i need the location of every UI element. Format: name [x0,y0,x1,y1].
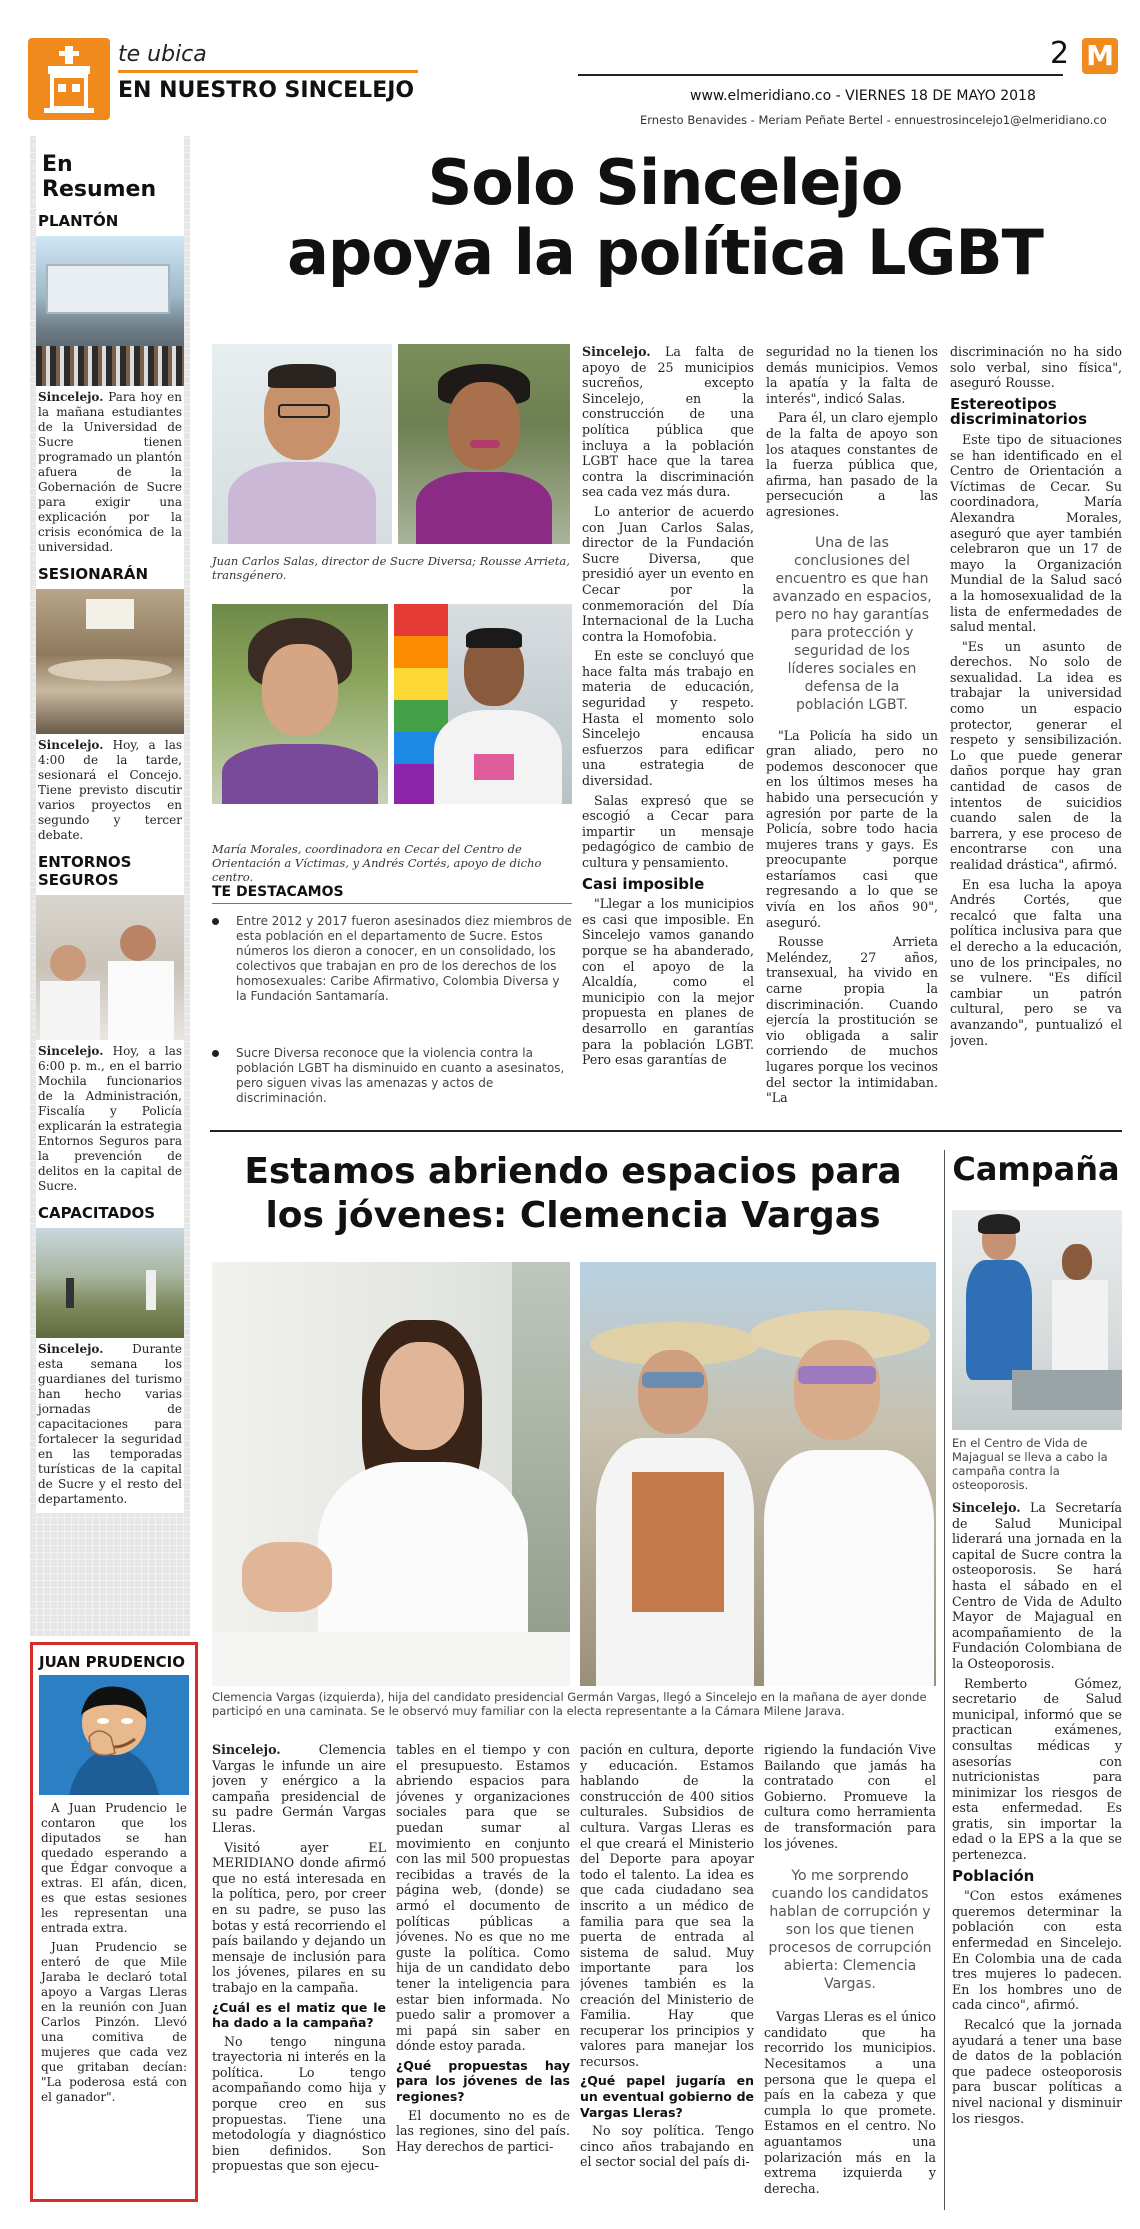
dateline: Sincelejo. [212,1742,281,1757]
paragraph: No tengo ninguna trayectoria ni interés en la política. Lo tengo acompañando como hija y porque creo en sus propuestas. Tiene una metodología y diagnóstico bien definidos. Son propuestas que son ejecu- [212,2033,386,2174]
story2-column-3 [580,1742,754,2212]
paragraph: pación en cultura, deporte y educación. Estamos hablando de la construcción de 400 sitios culturales. Subsidios de cultura. Vargas Lleras es el que creará el Ministerio del Deporte para apoyar todo el talento. La idea es que cada ciudadano sea inscrito a un médico de familia para que sea la puerta de entrada al sistema de salud. Muy importante para los jóvenes también es la creación del Ministerio de Familia. Hay que recuperar los principios y valores para manejar los recursos. [580,1742,754,2069]
photo-maria-morales [212,604,388,804]
dateline: Sincelejo. [952,1500,1021,1515]
bullet-text: Entre 2012 y 2017 fueron asesinados diez miembros de esta población en el departamento de Sucre. Estos números los dieron a conocer, en un consolidado, los colectivos que trabajan en pro de los derechos de los homosexuales: Caribe Afirmativo, Colombia Diversa y la Fundación Santamaría. [236,914,572,1003]
bullet-text: Sucre Diversa reconoce que la violencia contra la población LGBT ha disminuido en cuanto a asesinatos, pero siguen vivas las amenazas y actos de discriminación. [236,1046,565,1105]
story1-headline-line1: Solo Sincelejo [427,146,903,219]
brief-text [38,738,182,843]
story2-headline [210,1150,936,1238]
dateline: Sincelejo. [582,344,651,359]
caption-2: María Morales, coordinadora en Cecar del Centro de Orientación a Víctimas, y Andrés Cortés, apoyo de dicho centro. [212,842,542,884]
story1-headline [210,148,1120,288]
paragraph: "Con estos exámenes queremos determinar la población con esta enfermedad en Sincelejo. En Colombia una de cada tres mujeres lo padecen. En los hombres uno de cada cinco", afirmó. [952,1888,1122,2013]
story2-caption: Clemencia Vargas (izquierda), hija del candidato presidencial Germán Vargas, llegó a Sincelejo en la mañana de ayer donde participó en una caminata. Se le observó muy familiar con la electa representante a la Cámara Milene Jarava. [212,1690,927,1718]
brief-body: Hoy, a las 4:00 de la tarde, sesionará el Concejo. Tiene previsto discutir varios proyectos en segundo y tercer debate. [38,738,182,842]
summary-title: En Resumen [42,152,157,202]
paragraph: Clemencia Vargas le infunde un aire joven y enérgico a la campaña presidencial de su padre Germán Vargas Lleras. [212,1742,386,1835]
brief-text [38,390,182,555]
interview-question: ¿Cuál es el matiz que le ha dado a la campaña? [212,1999,386,2031]
photo-clemencia-and-milene [580,1262,936,1686]
brief-photo-guardians [36,1228,184,1338]
brief-head: PLANTÓN [38,212,119,230]
page-number: 2 [1050,36,1070,71]
juan-head: JUAN PRUDENCIO [39,1653,186,1671]
story-divider [210,1130,1122,1132]
paragraph: En esa lucha la apoya Andrés Cortés, que recalcó que falta una política inclusiva para que el derecho a la educación, uno de los principales, no se vulnere. "Es difícil cambiar un patrón cultural, pero se va avanzando", puntualizó el joven. [950,876,1122,1048]
brief-lead: Sincelejo. [38,1342,104,1356]
story1-headline-line2: apoya la política LGBT [287,216,1043,289]
paragraph: Rousse Arrieta Meléndez, 27 años, transexual, ha vivido en carne propia la discriminación. Cuando ejercía la prostitución se vio obligada a salir corriendo de muchos lugares porque los vecinos del sector la intimidaban. "La [766,934,938,1106]
paragraph: Visitó ayer EL MERIDIANO donde afirmó que no está interesada en la política, pero, por creer en su padre, se puso las botas y está recorriendo el país bailando y dejando un mensaje de inclusión para los jóvenes, pilares en su trabajo en la campaña. [212,1839,386,1995]
highlights-head: TE DESTACAMOS [212,884,344,900]
juan-prudencio-cartoon [39,1675,189,1795]
logo-letter: M [1086,39,1114,72]
church-icon [28,38,110,120]
brief-photo-officials [36,895,184,1040]
photo-andres-cortes [394,604,572,804]
paragraph: En este se concluyó que hace falta más trabajo en materia de educación, seguridad y respeto. Hasta el momento solo Sincelejo encausa esfuerzos para edificar una estrategia de diversidad. [582,648,754,789]
paragraph: discriminación no ha sido solo verbal, sino física", aseguró Rousse. [950,344,1122,391]
bullet-dot [212,1050,219,1057]
story2-column-4 [764,1742,936,2212]
photo-osteoporosis-campaign [952,1210,1122,1430]
paragraph: El documento no es de las regiones, sino del país. Hay derechos de partici- [396,2107,570,2154]
brief-text [38,1044,182,1194]
brief-photo-council [36,589,184,734]
pull-quote: Yo me sorprendo cuando los candidatos hablan de corrupción y son los que tienen procesos de corrupción abierta: Clemencia Vargas. [768,1868,932,1993]
paragraph: Recalcó que la jornada ayudará a tener una base de datos de la población que padece osteoporosis para buscar políticas a nivel nacional y disminuir los riesgos. [952,2017,1122,2126]
paragraph: Lo anterior de acuerdo con Juan Carlos Salas, director de la Fundación Sucre Diversa, que presidió ayer un evento en Cecar por la conmemoración del Día Internacional de la Lucha contra la Homofobia. [582,503,754,644]
highlights-rule [212,903,572,904]
interview-question: ¿Qué papel jugaría en un eventual gobierno de Vargas Lleras? [580,2073,754,2120]
story2-headline-line2: los jóvenes: Clemencia Vargas [265,1195,881,1236]
brief-photo-protest [36,236,184,386]
photo-juan-carlos-salas [212,344,392,544]
campaign-column [952,1500,1122,2212]
section-logo-box [28,38,110,120]
paragraph: "La Policía ha sido un gran aliado, pero no podemos desconocer que en los últimos meses ha habido una persecución y agresión por parte de la Policía, sobre todo hacia mujeres trans y gays. Es preocupante porque estaríamos casi que regresando a lo que se vivía en los años 90", aseguró. [766,727,938,930]
highlight-bullet-2 [212,1046,572,1106]
story1-column-2 [766,344,938,1124]
campaign-headline: Campaña [952,1150,1120,1188]
story1-column-3 [950,344,1122,1124]
paragraph: tables en el tiempo y con el presupuesto. Estamos abriendo espacios para jóvenes y organizaciones sociales para que se puedan sumar al movimiento en conjunto con las mil 500 propuestas recibidas a través de la página web, (donde) se armó el documento de políticas públicas a jóvenes. No es que no me guste la política. Como hija de un candidato debo tener la inteligencia para estar bien informada. No puedo salir a promover a mi papá sin saber en dónde estoy parada. [396,1742,570,2054]
brief-lead: Sincelejo. [38,738,104,752]
bullet-dot [212,918,219,925]
brief-head: ENTORNOS SEGUROS [38,853,132,889]
brief-text [38,1342,182,1507]
story2-column-2 [396,1742,570,2212]
juan-p2: Juan Prudencio se enteró de que Mile Jaraba le declaró total apoyo a Vargas Lleras en la reunión con Juan Carlos Pinzón. Llevó una comitiva de mujeres que cada vez que gritaban decían: "La poderosa está con el ganador". [41,1940,187,2104]
brief-head: SESIONARÁN [38,565,149,583]
summary-sidebar [30,136,190,1636]
header-rule [578,74,1063,76]
campaign-caption: En el Centro de Vida de Majagual se lleva a cabo la campaña contra la osteoporosis. [952,1436,1108,1492]
newspaper-logo [1082,38,1118,74]
paragraph: Vargas Lleras es el único candidato que ha recorrido los municipios. Necesitamos a una persona que le quepa el país en la cabeza y que cumpla lo que promete. Estamos en el centro. No aguantamos una polarización más en la extrema izquierda y derecha. [764,2009,936,2196]
pull-quote: Una de las conclusiones del encuentro es que han avanzado en espacios, pero no hay garantías para protección y seguridad de los líderes sociales en defensa de la población LGBT. [772,534,932,713]
caption-1: Juan Carlos Salas, director de Sucre Diversa; Rousse Arrieta, transgénero. [212,554,570,582]
juan-prudencio-box [30,1642,198,2202]
summary-inner [36,136,184,1513]
brief-body: Para hoy en la mañana estudiantes de la Universidad de Sucre tienen programado un plantón afuera de la Gobernación de Sucre para exigir una explicación por la crisis económica de la universidad. [38,390,182,554]
highlight-bullet-1 [212,914,572,1004]
section-name: EN NUESTRO SINCELEJO [118,78,415,103]
credits-line: Ernesto Benavides - Meriam Peñate Bertel - ennuestrosincelejo1@elmeridiano.co [640,113,1107,127]
paragraph: seguridad no la tienen los demás municipios. Vemos la apatía y la falta de interés", indicó Salas. [766,344,938,406]
paragraph: La Secretaría de Salud Municipal liderará una jornada en la capital de Sucre contra la osteoporosis. Se hará hasta el sábado en el Centro de Vida de Adulto Mayor de Majagual en acompañamiento de la Fundación Colombiana de la Osteoporosis. [952,1500,1122,1671]
section-underline [118,70,418,73]
juan-p1: A Juan Prudencio le contaron que los diputados se han quedado esperando a que Édgar convoque a extras. El afán, dicen, es que estas sesiones les representan una entrada extra. [41,1801,187,1935]
subhead: Estereotipos discriminatorios [950,394,1088,429]
date-line: www.elmeridiano.co - VIERNES 18 DE MAYO 2018 [690,88,1036,104]
paragraph: "Llegar a los municipios es casi que imposible. En Sincelejo vamos ganando porque se ha abanderado, con el apoyo de la Alcaldía, como el municipio con la mejor propuesta en planes de desarrollo en garantías para la población LGBT. Pero esas garantías de [582,896,754,1068]
campaign-divider [944,1150,945,2210]
story1-column-1 [582,344,754,1124]
paragraph: La falta de apoyo de 25 municipios sucreños, excepto Sincelejo, en la construcción de una política pública que incluya a la población LGBT hace que la tarea contra la discriminación sea cada vez más dura. [582,344,754,500]
paragraph: No soy política. Tengo cinco años trabajando en el sector social del país di- [580,2123,754,2170]
brief-lead: Sincelejo. [38,390,104,404]
interview-question: ¿Qué propuestas hay para los jóvenes de las regiones? [396,2057,570,2105]
brief-body: Hoy, a las 6:00 p. m., en el barrio Mochila funcionarios de la Administración, Fiscalía y Policía explicarán la estrategia Entornos Seguros para la prevención de delitos en la capital de Sucre. [38,1044,182,1193]
paragraph: Remberto Gómez, secretario de Salud municipal, informó que se practican exámenes, consultas médicas y asesorías con nutricionistas para minimizar los riesgos de esta enfermedad. Es gratis, sin importar la edad o la EPS a la que se pertenezca. [952,1675,1122,1863]
paragraph: "Es un asunto de derechos. No solo de sexualidad. La idea es trabajar la universidad como un espacio protector, generar el respeto y sensibilización. Lo que puede generar daños porque hay gran cantidad de casos de intentos de suicidios cuando salen de la barrera, y ese proceso de encontrarse con una realidad drástica", afirmó. [950,638,1122,872]
subhead: Población [952,1866,1035,1885]
subhead: Casi imposible [582,874,705,893]
paragraph: Salas expresó que se escogió a Cecar para impartir un mensaje pedagógico de cambio de cultura y pensamiento. [582,792,754,870]
story2-column-1 [212,1742,386,2212]
brief-body: Durante esta semana los guardianes del turismo han hecho varias jornadas de capacitaciones para fortalecer la seguridad en las temporadas turísticas de la capital de Sucre y el resto del departamento. [38,1342,182,1506]
brief-head: CAPACITADOS [38,1204,156,1222]
photo-clemencia-vargas [212,1262,570,1686]
paragraph: Este tipo de situaciones se han identificado en el Centro de Orientación a Víctimas de Cecar. Su coordinadora, María Alexandra Morales, aseguró que ayer también celebraron que un 17 de mayo la Organización Mundial de la Salud sacó a la homosexualidad de la lista de enfermedades de salud mental. [950,431,1122,635]
section-tag: te ubica [118,42,207,67]
paragraph: Para él, un claro ejemplo de la falta de apoyo son los ataques constantes de la fuerza pública que, afirma, han pasado de la persecución a las agresiones. [766,410,938,519]
photo-rousse-arrieta [398,344,570,544]
brief-lead: Sincelejo. [38,1044,104,1058]
paragraph: rigiendo la fundación Vive Bailando que jamás ha contratado con el Gobierno. Promueve la cultura como herramienta de transformación para los jóvenes. [764,1742,936,1851]
story2-headline-line1: Estamos abriendo espacios para [244,1151,902,1192]
